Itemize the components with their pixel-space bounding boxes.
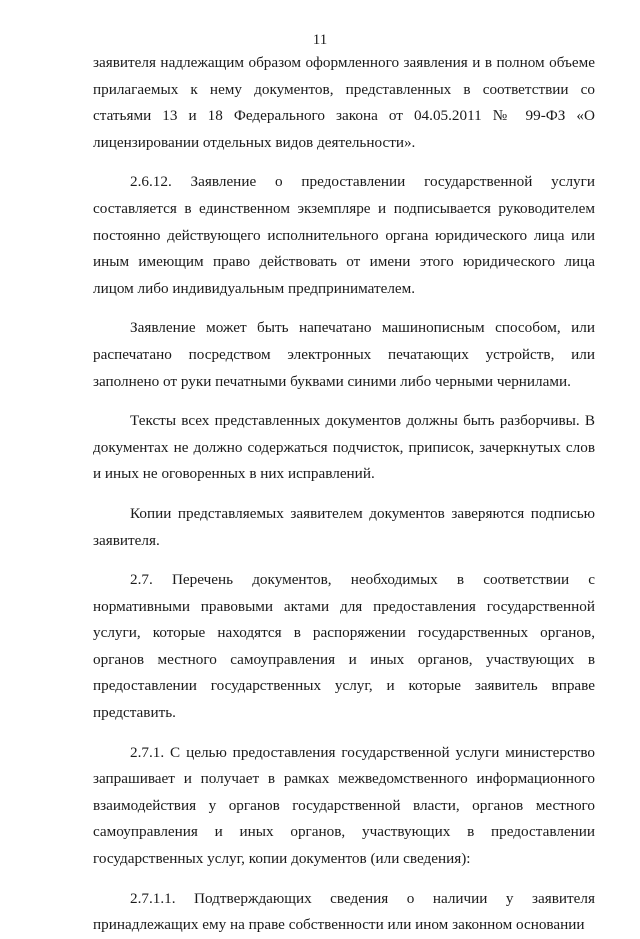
paragraph-2-7-1-1: 2.7.1.1. Подтверждающих сведения о наличии у заявителя принадлежащих ему на праве собственности или ином законном основании (93, 889, 595, 934)
paragraph-continuation: заявителя надлежащим образом оформленного заявления и в полном объеме прилагаемых к нему документов, представленных в соответствии со статьями 13 и 18 Федерального закона от 04.05.2011 № 99-ФЗ «О лицензировании отдельных видов деятельности». (93, 54, 595, 151)
paragraph-2-7: 2.7. Перечень документов, необходимых в соответствии с нормативными правовыми актами для предоставления государственной услуги, которые находятся в распоряжении государственных органов, органов местного самоуправления и иных органов, участвующих в предоставлении государственных услуг, и которые заявитель вправе представить. (93, 571, 595, 722)
document-body (93, 50, 595, 939)
paragraph-legibility: Тексты всех представленных документов должны быть разборчивы. В документах не должно содержаться подчисток, приписок, зачеркнутых слов и иных не оговоренных в них исправлений. (93, 412, 595, 483)
page-number: 11 (312, 32, 328, 48)
paragraph-copies-certification: Копии представляемых заявителем документов заверяются подписью заявителя. (93, 504, 595, 549)
paragraph-2-6-12: 2.6.12. Заявление о предоставлении государственной услуги составляется в единственном экземпляре и подписывается руководителем постоянно действующего исполнительного органа юридического лица или иным имеющим право действовать от имени этого юридического лица лицом либо индивидуальным предпринимателем. (93, 173, 595, 297)
paragraph-application-printing: Заявление может быть напечатано машинописным способом, или распечатано посредством электронных печатающих устройств, или заполнено от руки печатными буквами синими либо черными чернилами. (93, 319, 595, 390)
paragraph-2-7-1: 2.7.1. С целью предоставления государственной услуги министерство запрашивает и получает в рамках межведомственного информационного взаимодействия у органов государственной власти, органов местного самоуправления и иных органов, участвующих в предоставлении государственных услуг, копии документов (или сведения): (93, 743, 595, 868)
